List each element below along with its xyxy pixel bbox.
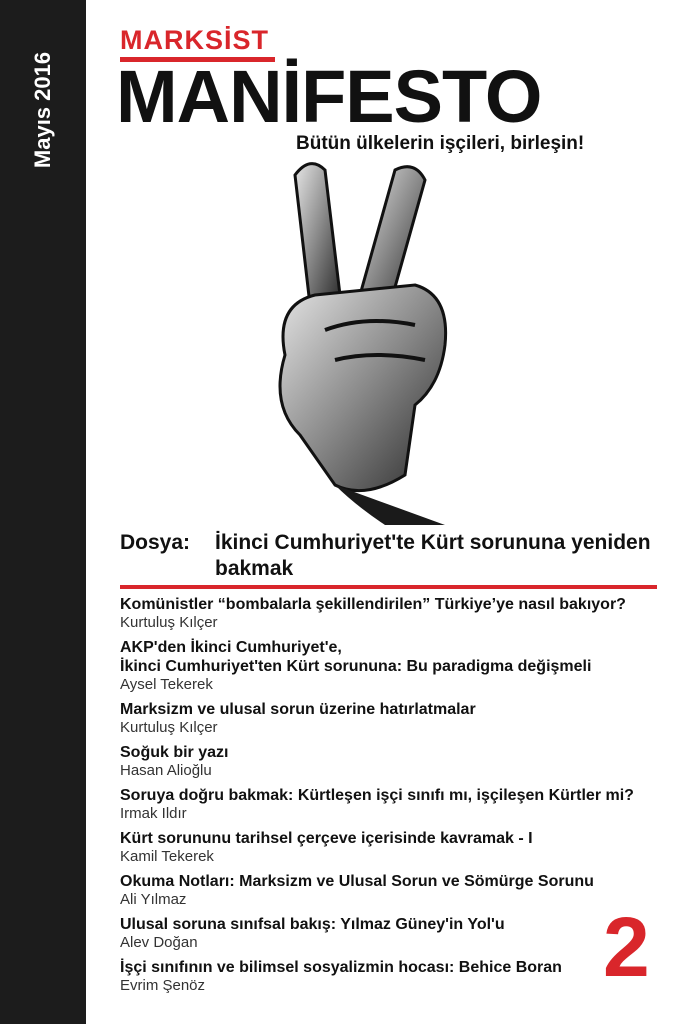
article-author: Hasan Alioğlu <box>120 762 212 779</box>
article-title: AKP'den İkinci Cumhuriyet'e, İkinci Cumhuriyet'ten Kürt sorununa: Bu paradigma değişmeli <box>120 639 592 675</box>
article-title: Okuma Notları: Marksizm ve Ulusal Sorun ve Sömürge Sorunu <box>120 873 594 890</box>
article-author: Kamil Tekerek <box>120 848 214 865</box>
article-title: Ulusal soruna sınıfsal bakış: Yılmaz Güney'in Yol'u <box>120 916 505 933</box>
table-of-contents <box>120 595 665 1001</box>
article-title: İşçi sınıfının ve bilimsel sosyalizmin hocası: Behice Boran <box>120 959 562 976</box>
article-title: Komünistler “bombalarla şekillendirilen” Türkiye’ye nasıl bakıyor? <box>120 596 626 613</box>
toc-item <box>120 872 665 908</box>
dossier-label: Dosya: <box>120 531 191 554</box>
article-author: Evrim Şenöz <box>120 977 206 994</box>
toc-item <box>120 915 665 951</box>
article-title: Soğuk bir yazı <box>120 744 229 761</box>
toc-item <box>120 638 665 693</box>
article-author: Kurtuluş Kılçer <box>120 614 218 631</box>
toc-item <box>120 786 665 822</box>
brand-top: MARKSİST <box>120 25 269 55</box>
article-author: Ali Yılmaz <box>120 891 187 908</box>
article-author: Alev Doğan <box>120 934 198 951</box>
slogan: Bütün ülkelerin işçileri, birleşin! <box>296 133 585 154</box>
toc-item <box>120 595 665 631</box>
article-title: Kürt sorununu tarihsel çerçeve içerisinde kavramak - I <box>120 830 533 847</box>
issue-date: Mayıs 2016 <box>30 51 55 169</box>
article-author: Irmak Ildır <box>120 805 187 822</box>
toc-item <box>120 829 665 865</box>
spine <box>0 0 86 1024</box>
article-author: Aysel Tekerek <box>120 676 213 693</box>
toc-item <box>120 958 665 994</box>
issue-number: 2 <box>603 900 650 994</box>
brand-main: MANİFESTO <box>116 55 542 138</box>
article-title: Soruya doğru bakmak: Kürtleşen işçi sınıfı mı, işçileşen Kürtler mi? <box>120 787 634 804</box>
dossier-title: İkinci Cumhuriyet'te Kürt sorununa yeniden bakmak <box>215 531 651 580</box>
article-title: Marksizm ve ulusal sorun üzerine hatırlatmalar <box>120 701 476 718</box>
toc-item <box>120 700 665 736</box>
article-author: Kurtuluş Kılçer <box>120 719 218 736</box>
divider <box>120 585 657 589</box>
toc-item <box>120 743 665 779</box>
victory-hand-icon <box>265 155 465 525</box>
